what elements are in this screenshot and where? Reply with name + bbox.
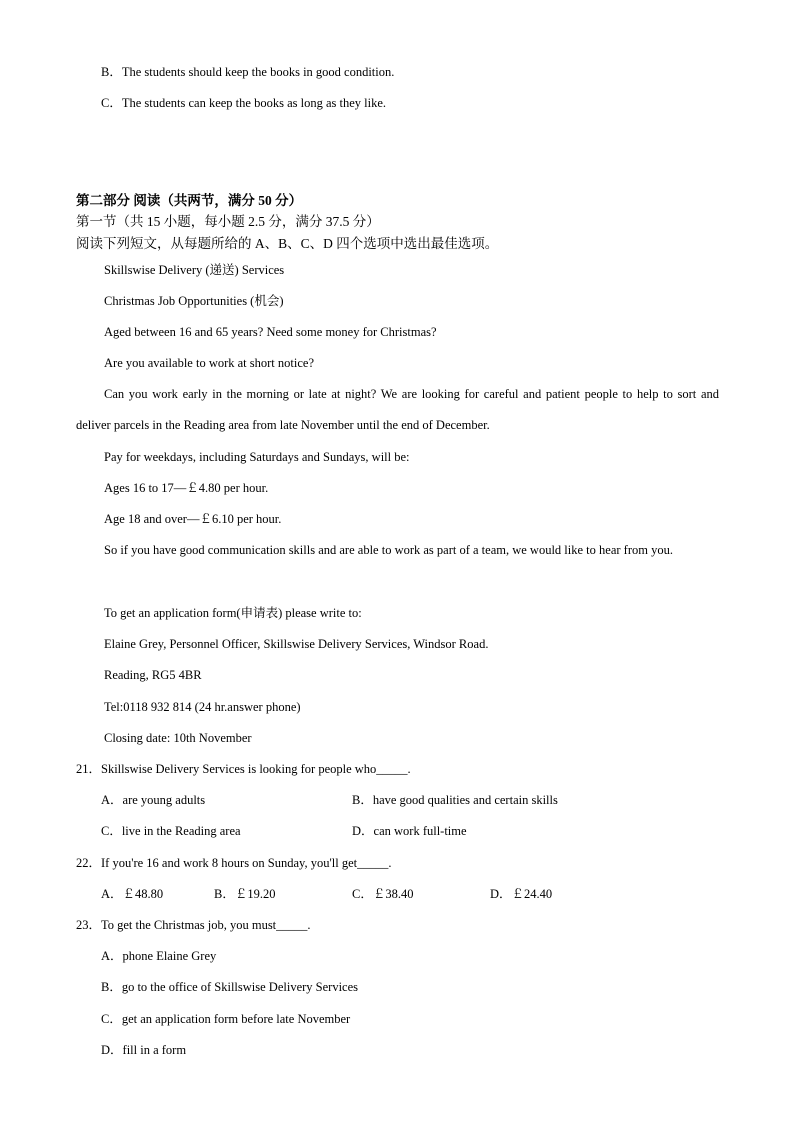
- question-23-option-a: A．phone Elaine Grey: [101, 949, 217, 963]
- passage-line: Are you available to work at short notice?: [104, 356, 314, 370]
- passage-line: Pay for weekdays, including Saturdays and Sundays, will be:: [104, 450, 410, 464]
- section-instruction: 阅读下列短文，从每题所给的 A、B、C、D 四个选项中选出最佳选项。: [76, 236, 499, 251]
- passage-line: Age 18 and over—￡6.10 per hour.: [104, 512, 282, 526]
- passage-line: Reading, RG5 4BR: [104, 668, 202, 682]
- question-23-option-b: B．go to the office of Skillswise Delivery Services: [101, 980, 359, 994]
- passage-line: To get an application form(申请表) please write to:: [104, 606, 362, 620]
- question-21-option-a: A．are young adults: [101, 793, 206, 807]
- question-21-option-d: D．can work full-time: [352, 824, 467, 838]
- question-21-stem: 21．Skillswise Delivery Services is looking for people who_____.: [76, 762, 411, 776]
- passage-line: Aged between 16 and 65 years? Need some money for Christmas?: [104, 325, 437, 339]
- passage-paragraph: Can you work early in the morning or late at night? We are looking for careful and patient people to help to sort and deliver parcels in the Reading area from late November until the end of December.: [76, 387, 719, 432]
- question-22-stem: 22．If you're 16 and work 8 hours on Sunday, you'll get_____.: [76, 856, 392, 870]
- option-c-prev: C．The students can keep the books as long as they like.: [101, 96, 387, 110]
- part-title: 第二部分 阅读（共两节，满分 50 分）: [76, 193, 303, 208]
- section-subtitle: 第一节（共 15 小题，每小题 2.5 分，满分 37.5 分）: [76, 214, 380, 229]
- question-23-stem: 23．To get the Christmas job, you must_____.: [76, 918, 311, 932]
- question-21-option-b: B．have good qualities and certain skills: [352, 793, 558, 807]
- passage-line: Elaine Grey, Personnel Officer, Skillswise Delivery Services, Windsor Road.: [104, 637, 489, 651]
- question-22-option-b: B．￡19.20: [214, 887, 276, 901]
- passage-subtitle: Christmas Job Opportunities (机会): [104, 294, 284, 308]
- question-23-option-d: D．fill in a form: [101, 1043, 187, 1057]
- passage-paragraph: So if you have good communication skills and are able to work as part of a team, we would like to hear from you.: [104, 543, 673, 557]
- passage-line: Closing date: 10th November: [104, 731, 252, 745]
- option-b-prev: B．The students should keep the books in good condition.: [101, 65, 395, 79]
- question-21-option-c: C．live in the Reading area: [101, 824, 241, 838]
- question-22-option-d: D．￡24.40: [490, 887, 553, 901]
- question-23-option-c: C．get an application form before late November: [101, 1012, 351, 1026]
- passage-line: Ages 16 to 17—￡4.80 per hour.: [104, 481, 269, 495]
- question-22-option-c: C．￡38.40: [352, 887, 414, 901]
- question-22-option-a: A．￡48.80: [101, 887, 164, 901]
- passage-title: Skillswise Delivery (递送) Services: [104, 263, 285, 277]
- passage-line: Tel:0118 932 814 (24 hr.answer phone): [104, 700, 301, 714]
